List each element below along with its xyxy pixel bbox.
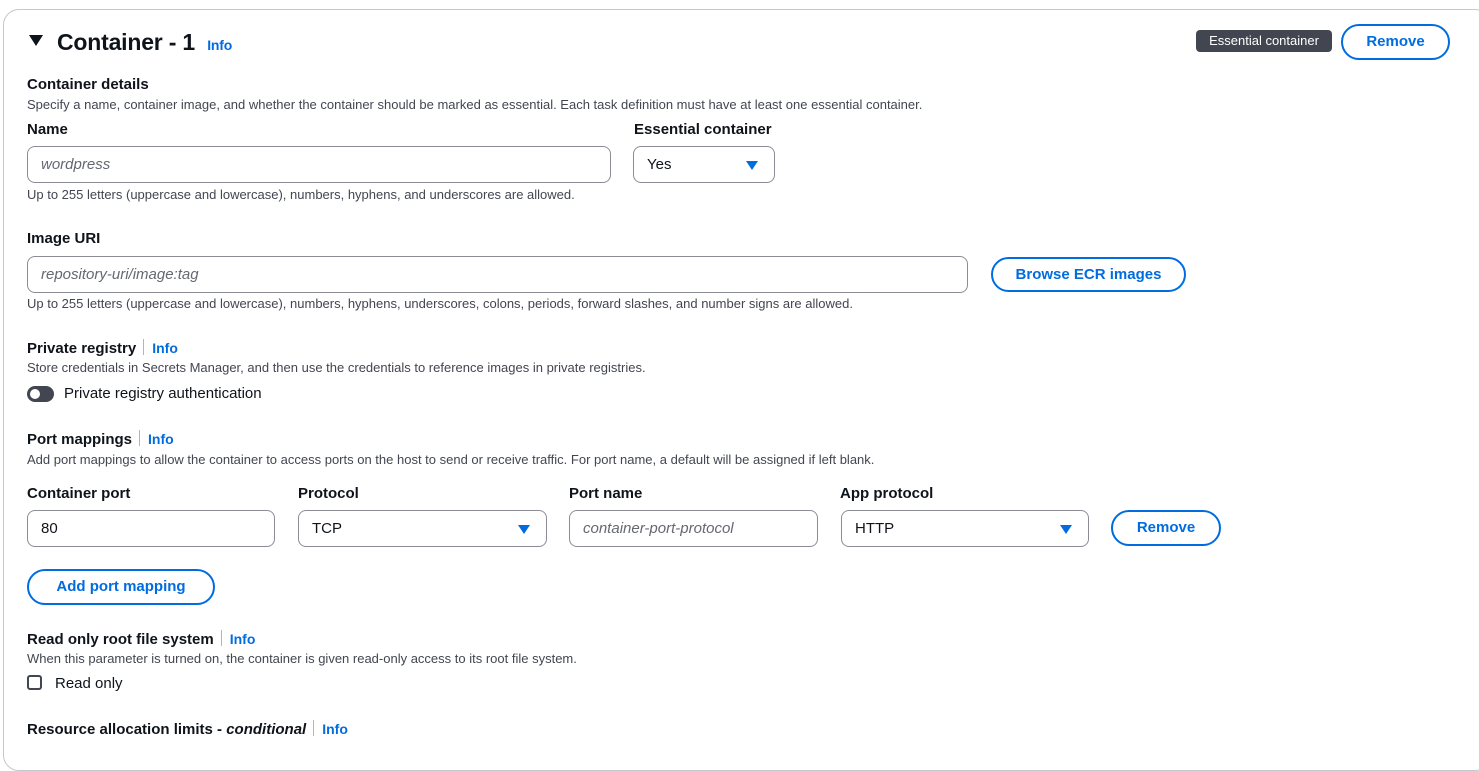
port-name-input[interactable]: container-port-protocol bbox=[569, 510, 818, 547]
read-only-description: When this parameter is turned on, the container is given read-only access to its root file system. bbox=[27, 651, 577, 666]
select-arrow-icon bbox=[518, 525, 530, 534]
resource-limits-heading bbox=[27, 719, 348, 740]
separator bbox=[143, 339, 144, 355]
separator bbox=[313, 720, 314, 736]
name-hint: Up to 255 letters (uppercase and lowercase), numbers, hyphens, and underscores are allowed. bbox=[27, 187, 575, 202]
browse-ecr-images-button[interactable]: Browse ECR images bbox=[991, 257, 1186, 292]
private-registry-heading bbox=[27, 338, 178, 359]
container-port-input[interactable]: 80 bbox=[27, 510, 275, 547]
essential-select-value: Yes bbox=[647, 156, 672, 173]
container-title bbox=[57, 27, 232, 60]
protocol-label: Protocol bbox=[298, 485, 359, 502]
name-label: Name bbox=[27, 121, 68, 138]
app-protocol-label: App protocol bbox=[840, 485, 934, 502]
read-only-heading bbox=[27, 629, 255, 650]
port-name-label: Port name bbox=[569, 485, 643, 502]
app-protocol-select-value: HTTP bbox=[855, 520, 895, 537]
caret-down-icon[interactable] bbox=[29, 35, 43, 46]
essential-select[interactable] bbox=[633, 146, 775, 183]
read-only-checkbox-label[interactable]: Read only bbox=[55, 675, 123, 692]
checkbox-icon[interactable] bbox=[27, 675, 42, 690]
image-uri-hint: Up to 255 letters (uppercase and lowercase), numbers, hyphens, underscores, colons, periods, forward slashes, and number signs are allowed. bbox=[27, 296, 853, 311]
protocol-select[interactable] bbox=[298, 510, 547, 547]
name-input[interactable]: wordpress bbox=[27, 146, 611, 183]
port-mappings-heading-text: Port mappings bbox=[27, 431, 133, 448]
remove-container-button[interactable]: Remove bbox=[1341, 24, 1450, 60]
port-mappings-description: Add port mappings to allow the container to access ports on the host to send or receive traffic. For port name, a default will be assigned if left blank. bbox=[27, 452, 875, 467]
resource-limits-heading-text: Resource allocation limits - bbox=[27, 721, 227, 738]
app-protocol-select[interactable] bbox=[841, 510, 1089, 547]
essential-badge: Essential container bbox=[1196, 30, 1332, 52]
private-registry-toggle-label[interactable]: Private registry authentication bbox=[64, 385, 262, 402]
container-title-text: Container - 1 bbox=[57, 29, 195, 55]
essential-label: Essential container bbox=[634, 121, 772, 138]
container-details-heading: Container details bbox=[27, 76, 149, 93]
private-registry-heading-text: Private registry bbox=[27, 340, 137, 357]
read-only-info-link[interactable]: Info bbox=[229, 631, 256, 647]
port-mappings-heading bbox=[27, 429, 174, 450]
port-mappings-info-link[interactable]: Info bbox=[148, 431, 174, 447]
private-registry-description: Store credentials in Secrets Manager, and then use the credentials to reference images in private registries. bbox=[27, 360, 646, 375]
image-uri-input[interactable]: repository-uri/image:tag bbox=[27, 256, 968, 293]
remove-port-mapping-button[interactable]: Remove bbox=[1111, 510, 1221, 546]
select-arrow-icon bbox=[746, 161, 758, 170]
private-registry-info-link[interactable]: Info bbox=[152, 340, 178, 356]
container-info-link[interactable]: Info bbox=[207, 37, 233, 53]
select-arrow-icon bbox=[1060, 525, 1072, 534]
image-uri-label: Image URI bbox=[27, 230, 101, 247]
add-port-mapping-button[interactable]: Add port mapping bbox=[27, 569, 215, 605]
resource-limits-info-link[interactable]: Info bbox=[322, 721, 348, 737]
resource-limits-conditional: conditional bbox=[226, 721, 307, 738]
read-only-heading-text: Read only root file system bbox=[27, 631, 214, 648]
toggle-icon bbox=[30, 389, 40, 399]
separator bbox=[139, 430, 140, 446]
container-details-description: Specify a name, container image, and whether the container should be marked as essential. Each task definition must have at least one essential container. bbox=[27, 97, 923, 112]
protocol-select-value: TCP bbox=[312, 520, 342, 537]
separator bbox=[221, 630, 222, 646]
private-registry-toggle[interactable] bbox=[27, 386, 54, 402]
container-port-label: Container port bbox=[27, 485, 131, 502]
